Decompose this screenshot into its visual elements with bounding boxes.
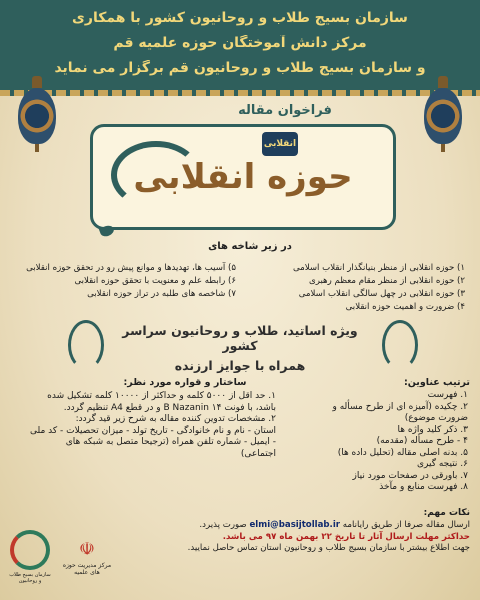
list-item: ۷. باورقی در صفحات مورد نیاز: [352, 470, 468, 481]
list-item: ۲. چکیده (آمیزه ای از طرح مسأله و ضرورت موضوع): [332, 401, 468, 423]
order-title: ترتیب عناوین:: [403, 377, 470, 388]
basij-emblem-icon: [10, 530, 50, 570]
basij-logo-text: سازمان بسیج طلاب و روحانیون: [9, 572, 51, 584]
note-text: صورت پذیرد.: [199, 520, 247, 530]
structure-title: ساختار و قواره مورد نظر:: [123, 377, 247, 388]
basij-logo: [8, 530, 52, 584]
list-item: ۵. بدنه اصلی مقاله (تحلیل داده ها): [337, 447, 468, 458]
structure-text: [28, 391, 276, 461]
subjects-title: در زیر شاخه های: [208, 241, 292, 252]
seminary-logo-text: مرکز مدیریت حوزه های علمیه: [62, 562, 112, 576]
list-item: ۴) ضرورت و اهمیت حوزه انقلابی: [345, 302, 465, 312]
special-banner: [115, 323, 365, 373]
topics-list-left: [14, 262, 236, 301]
list-item: ۳) حوزه انقلابی در چهل سالگی انقلاب اسلامی: [298, 289, 465, 299]
prizes-line: همراه با جوایز ارزنده: [174, 358, 306, 373]
topics-list-right: [240, 262, 465, 314]
list-item: ۲) حوزه انقلابی از منظر مقام معظم رهبری: [309, 276, 465, 286]
order-list: [300, 390, 468, 494]
list-item: ۱. فهرست: [427, 390, 468, 400]
structure-item: ۱. حد اقل از ۵۰۰۰ کلمه و حداکثر از ۱۰۰۰۰ کلمه تشکیل شده باشد، با فونت B Nazanin ۱۴ و در قطع A4 تنظیم گردد.: [47, 391, 276, 413]
header-band: [0, 0, 480, 90]
title-frame: [90, 124, 396, 230]
list-item: ۸. فهرست منابع و مآخذ: [379, 482, 468, 492]
note-text: ارسال مقاله صرفا از طریق رایانامه: [342, 520, 470, 530]
list-item: ۳. ذکر کلید واژه ها: [397, 424, 468, 435]
email-link[interactable]: elmi@basijtollab.ir: [249, 520, 340, 530]
call-for-papers-label: فراخوان مقاله: [238, 103, 332, 118]
notes: [95, 520, 470, 555]
audience-line: ویژه اساتید، طلاب و روحانیون سراسر کشور: [122, 323, 358, 353]
structure-item: ۲. مشخصات تدوین کننده مقاله به شرح زیر قید گردد:: [75, 414, 276, 425]
header-line-3: و سازمان بسیج طلاب و روحانیون قم برگزار می نماید: [54, 60, 426, 76]
list-item: ۱) حوزه انقلابی از منظر بنیانگذار انقلاب اسلامی: [292, 263, 465, 273]
deadline-note: حداکثر مهلت ارسال آثار تا تاریخ ۲۲ بهمن ماه ۹۷ می باشد.: [222, 531, 470, 542]
list-item: ۶. نتیجه گیری: [416, 459, 468, 469]
list-item: ۶) رابطه علم و معنویت با تحقق حوزه انقلابی: [74, 276, 236, 286]
lantern-right-icon: [424, 76, 462, 148]
header-line-2: مرکز دانش آموختگان حوزه علمیه قم: [113, 35, 367, 51]
contact-note: جهت اطلاع بیشتر با سازمان بسیج طلاب و روحانیون استان تماس حاصل نمایید.: [187, 543, 470, 553]
list-item: ۷) شاخصه های طلبه در تراز حوزه انقلابی: [87, 289, 236, 299]
list-item: ۴ - طرح مسأله (مقدمه): [376, 436, 468, 446]
lantern-left-icon: [18, 76, 56, 148]
structure-item: استان - نام و نام خانوادگی - تاریخ تولد - میزان تحصیلات - کد ملی - ایمیل - شماره تلفن همراه (ترجیحا متصل به شبکه های اجتماعی): [29, 425, 276, 459]
main-title: حوزه انقلابی: [133, 157, 353, 197]
list-item: ۵) آسیب ها، تهدیدها و موانع پیش رو در تحقق حوزه انقلابی: [26, 263, 236, 273]
branch-ornament-icon: [68, 320, 104, 370]
iran-emblem-icon: ☫: [78, 539, 96, 560]
seal-badge: انقلابی: [262, 132, 298, 156]
note-email-line: [95, 520, 470, 532]
branch-ornament-icon: [382, 320, 418, 370]
notes-title: نکات مهم:: [423, 508, 470, 518]
seminary-logo: [58, 538, 116, 576]
header-line-1: سازمان بسیج طلاب و روحانیون کشور با همکاری: [72, 10, 408, 26]
